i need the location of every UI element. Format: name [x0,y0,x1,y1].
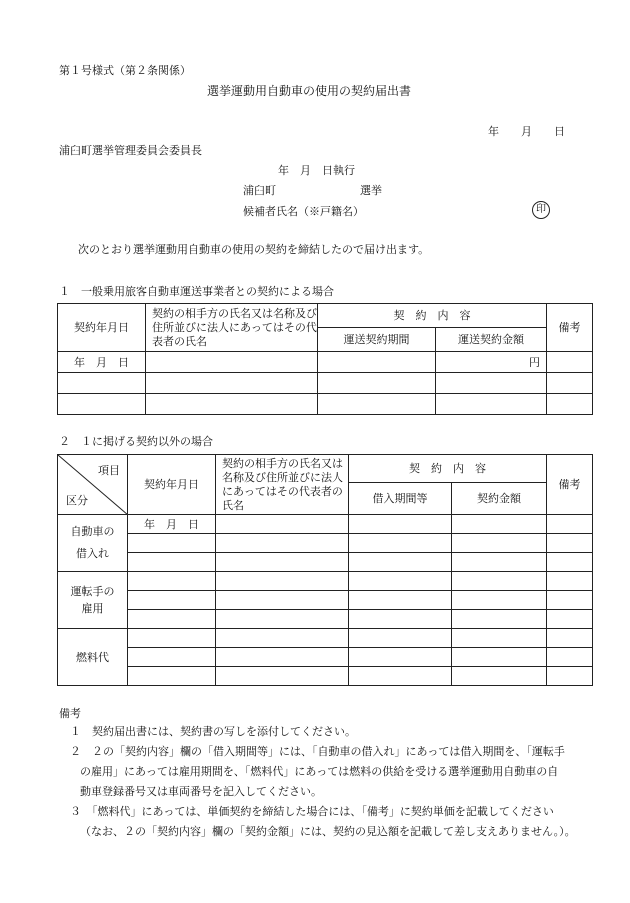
table-cell[interactable] [349,553,452,572]
table-cell[interactable] [349,515,452,534]
table-cell[interactable] [216,629,349,648]
table-cell[interactable] [58,373,146,394]
col-borrow-period: 借入期間等 [349,483,452,515]
table-cell[interactable] [216,591,349,610]
table-cell[interactable] [436,373,547,394]
notes-heading: 備考 [59,707,81,720]
col-remarks: 備考 [547,304,593,352]
category-driver-line2: 雇用 [81,602,104,615]
col-contract-content: 契 約 内 容 [318,304,547,328]
category-fuel: 燃料代 [58,629,128,686]
table-cell[interactable] [349,648,452,667]
col-contract-content: 契 約 内 容 [349,455,547,483]
table-cell[interactable] [547,610,593,629]
category-label: 区分 [66,494,88,507]
table-cell[interactable] [436,394,547,415]
form-number: 第１号様式（第２条関係） [59,64,191,77]
note-2-line3: 動車登録番号又は車両番号を記入してください。 [80,785,322,798]
table-cell[interactable] [216,667,349,686]
table-cell[interactable] [452,667,547,686]
table-cell[interactable] [547,629,593,648]
table-cell[interactable] [128,610,216,629]
table-cell[interactable] [128,572,216,591]
table-cell[interactable] [547,553,593,572]
table-cell[interactable] [452,629,547,648]
col-contract-date: 契約年月日 [58,304,146,352]
section2-table [57,454,593,686]
table-cell[interactable] [318,394,436,415]
table-cell[interactable] [452,591,547,610]
table-cell[interactable] [452,534,547,553]
election-date: 年 月 日執行 [278,164,355,177]
table-cell[interactable] [58,394,146,415]
category-driver [58,572,128,629]
category-driver-line1: 運転手の [70,585,115,598]
table-cell[interactable] [318,373,436,394]
seal-mark: 印 [532,201,550,219]
note-3-line1: ３ 「燃料代」にあっては、単価契約を締結した場合には、「備考」に契約単価を記載してください [70,805,554,818]
table-cell[interactable] [547,352,593,373]
section1-heading: １ 一般乗用旅客自動車運送事業者との契約による場合 [59,285,334,298]
table-cell[interactable] [128,629,216,648]
table-cell[interactable] [547,515,593,534]
table-cell[interactable] [146,394,318,415]
table-cell[interactable] [128,667,216,686]
table-cell[interactable] [547,648,593,667]
candidate-label: 候補者氏名（※戸籍名） [243,205,364,218]
table-cell[interactable] [452,572,547,591]
section1-table [57,303,593,415]
row-date-cell[interactable]: 年 月 日 [128,515,216,534]
table-cell[interactable] [349,629,452,648]
table-cell[interactable] [547,373,593,394]
table-cell[interactable] [547,534,593,553]
table-cell[interactable] [349,591,452,610]
table-cell[interactable] [547,394,593,415]
table-cell[interactable] [547,667,593,686]
table-cell[interactable] [452,515,547,534]
table-cell[interactable] [216,515,349,534]
amount-yen-cell[interactable]: 円 [436,352,547,373]
table-cell[interactable] [216,648,349,667]
submission-date: 年 月 日 [488,125,565,138]
table-cell[interactable] [128,648,216,667]
category-car-lease-line1: 自動車の [70,525,115,538]
table-cell[interactable] [216,553,349,572]
section2-heading: ２ １に掲げる契約以外の場合 [59,435,213,448]
note-2-line1: ２ ２の「契約内容」欄の「借入期間等」には、「自動車の借入れ」にあっては借入期間を、「運転手 [70,745,565,758]
table-cell[interactable] [547,591,593,610]
item-label: 項目 [98,464,120,477]
note-3-line2: （なお、２の「契約内容」欄の「契約金額」には、契約の見込額を記載して差し支えありません。）。 [80,825,576,838]
table-cell[interactable] [349,534,452,553]
note-1: １ 契約届出書には、契約書の写しを添付してください。 [70,725,356,738]
col-contract-date: 契約年月日 [128,455,216,515]
table-cell[interactable] [216,610,349,629]
col-transport-amount: 運送契約金額 [436,328,547,352]
row-date-cell[interactable]: 年 月 日 [58,352,146,373]
table-cell[interactable] [452,610,547,629]
table-cell[interactable] [216,534,349,553]
table-cell[interactable] [216,572,349,591]
table-cell[interactable] [452,553,547,572]
category-car-lease-line2: 借入れ [76,547,109,560]
item-category-header [58,455,128,515]
category-car-lease [58,515,128,572]
table-cell[interactable] [128,553,216,572]
table-cell[interactable] [318,352,436,373]
col-remarks: 備考 [547,455,593,515]
table-cell[interactable] [146,352,318,373]
intro-text: 次のとおり選挙運動用自動車の使用の契約を締結したので届け出ます。 [78,243,430,256]
table-cell[interactable] [547,572,593,591]
page-title: 選挙運動用自動車の使用の契約届出書 [207,84,412,98]
table-cell[interactable] [349,667,452,686]
election-town: 浦臼町 [243,184,276,197]
table-cell[interactable] [452,648,547,667]
table-cell[interactable] [349,572,452,591]
election-label: 選挙 [360,184,382,197]
col-transport-period: 運送契約期間 [318,328,436,352]
col-contract-party: 契約の相手方の氏名又は名称及び住所並びに法人にあってはその代表者の氏名 [146,304,318,352]
addressee: 浦臼町選挙管理委員会委員長 [59,144,202,157]
table-cell[interactable] [349,610,452,629]
col-contract-amount: 契約金額 [452,483,547,515]
table-cell[interactable] [128,534,216,553]
note-2-line2: の雇用」にあっては雇用期間を、「燃料代」にあっては燃料の供給を受ける選挙運動用自動車の自 [80,765,559,778]
table-cell[interactable] [146,373,318,394]
col-contract-party: 契約の相手方の氏名又は名称及び住所並びに法人にあってはその代表者の氏名 [216,455,349,515]
table-cell[interactable] [128,591,216,610]
